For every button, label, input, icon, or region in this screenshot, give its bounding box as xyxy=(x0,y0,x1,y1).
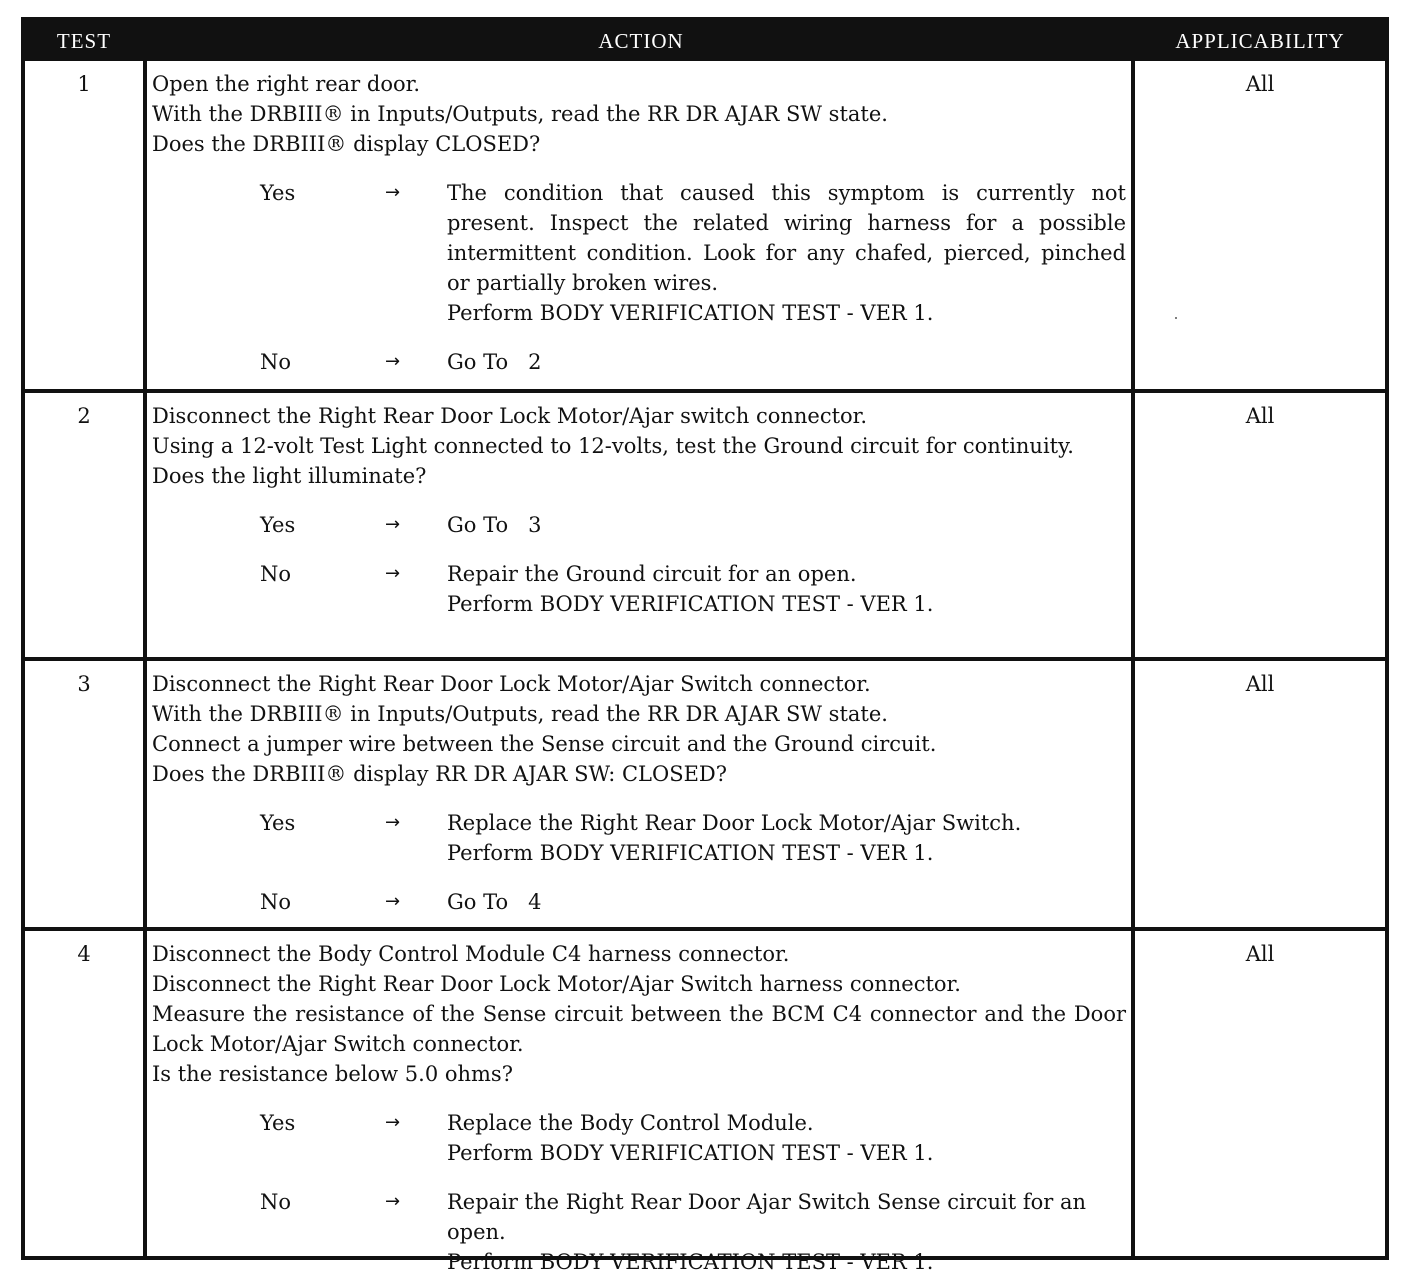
test-number: 2 xyxy=(77,404,91,428)
action-question: Does the light illuminate? xyxy=(152,464,427,488)
right-arrow-icon: → xyxy=(385,563,401,584)
header-action: ACTION xyxy=(598,29,684,53)
answer-text: Go To 2 xyxy=(447,350,542,374)
action-step: With the DRBIII® in Inputs/Outputs, read the RR DR AJAR SW state. xyxy=(152,702,888,726)
action-cell xyxy=(152,401,1126,619)
test-number: 4 xyxy=(77,942,91,966)
right-arrow-icon: → xyxy=(385,812,401,833)
right-arrow-icon: → xyxy=(385,514,401,535)
answer-yes xyxy=(152,808,1126,868)
answer-text: Go To 4 xyxy=(447,890,542,914)
answer-text: Go To 3 xyxy=(447,513,542,537)
answer-label: No xyxy=(260,562,292,586)
header-applicability: APPLICABILITY xyxy=(1175,29,1345,53)
table-header xyxy=(25,21,1385,61)
action-step: Disconnect the Right Rear Door Lock Motor/Ajar Switch harness connector. xyxy=(152,972,961,996)
header-test: TEST xyxy=(56,29,112,53)
answer-label: Yes xyxy=(260,513,296,537)
answer-text: Replace the Body Control Module. xyxy=(447,1111,814,1135)
answer-text: Replace the Right Rear Door Lock Motor/Ajar Switch. xyxy=(447,811,1022,835)
applicability-value: All xyxy=(1245,942,1275,966)
applicability-value: All xyxy=(1245,72,1275,96)
action-question: Is the resistance below 5.0 ohms? xyxy=(152,1062,513,1086)
applicability-value: All xyxy=(1245,672,1275,696)
answer-no xyxy=(152,347,1126,377)
answer-yes xyxy=(152,1108,1126,1168)
answer-text: Perform BODY VERIFICATION TEST - VER 1. xyxy=(447,301,934,325)
test-number: 3 xyxy=(77,672,91,696)
action-cell xyxy=(152,69,1126,377)
right-arrow-icon: → xyxy=(385,891,401,912)
action-question: Does the DRBIII® display CLOSED? xyxy=(152,132,541,156)
answer-text: Perform BODY VERIFICATION TEST - VER 1. xyxy=(447,1250,934,1274)
action-step: Connect a jumper wire between the Sense circuit and the Ground circuit. xyxy=(152,732,937,756)
answer-text: Perform BODY VERIFICATION TEST - VER 1. xyxy=(447,1141,934,1165)
answer-label: Yes xyxy=(260,181,296,205)
answer-text: Perform BODY VERIFICATION TEST - VER 1. xyxy=(447,592,934,616)
answer-label: No xyxy=(260,890,292,914)
action-cell xyxy=(152,669,1126,917)
answer-text: Repair the Right Rear Door Ajar Switch Sense circuit for an open. xyxy=(447,1190,1087,1244)
answer-text: Repair the Ground circuit for an open. xyxy=(447,562,857,586)
answer-label: No xyxy=(260,1190,292,1214)
answer-no xyxy=(152,1187,1126,1277)
table-row xyxy=(25,61,1385,389)
table-row xyxy=(25,657,1385,931)
applicability-value: All xyxy=(1245,404,1275,428)
table-row xyxy=(25,927,1385,1274)
action-step: Disconnect the Body Control Module C4 harness connector. xyxy=(152,942,790,966)
diagnostic-test-table xyxy=(21,17,1389,1274)
answer-yes xyxy=(152,178,1126,328)
action-step: Measure the resistance of the Sense circuit between the BCM C4 connector and the Door Lock Motor/Ajar Switch connector. xyxy=(152,1002,1126,1056)
scan-speck xyxy=(1175,317,1177,319)
answer-no xyxy=(152,887,1126,917)
right-arrow-icon: → xyxy=(385,351,401,372)
action-step: With the DRBIII® in Inputs/Outputs, read the RR DR AJAR SW state. xyxy=(152,102,888,126)
answer-label: Yes xyxy=(260,811,296,835)
answer-text: Perform BODY VERIFICATION TEST - VER 1. xyxy=(447,841,934,865)
right-arrow-icon: → xyxy=(385,1112,401,1133)
answer-text: The condition that caused this symptom is currently not present. Inspect the related wiring harness for a possible intermittent condition. Look for any chafed, pierced, pinched or partially broken wires. xyxy=(447,181,1126,295)
action-cell xyxy=(152,939,1126,1277)
answer-yes xyxy=(152,510,1126,540)
action-step: Disconnect the Right Rear Door Lock Motor/Ajar switch connector. xyxy=(152,404,868,428)
action-step: Open the right rear door. xyxy=(152,72,421,96)
action-step: Using a 12-volt Test Light connected to 12-volts, test the Ground circuit for continuity. xyxy=(152,434,1074,458)
test-number: 1 xyxy=(77,72,91,96)
answer-label: Yes xyxy=(260,1111,296,1135)
action-question: Does the DRBIII® display RR DR AJAR SW: CLOSED? xyxy=(152,762,728,786)
action-step: Disconnect the Right Rear Door Lock Motor/Ajar Switch connector. xyxy=(152,672,871,696)
right-arrow-icon: → xyxy=(385,1191,401,1212)
answer-no xyxy=(152,559,1126,619)
answer-label: No xyxy=(260,350,292,374)
table-row xyxy=(25,389,1385,661)
right-arrow-icon: → xyxy=(385,182,401,203)
